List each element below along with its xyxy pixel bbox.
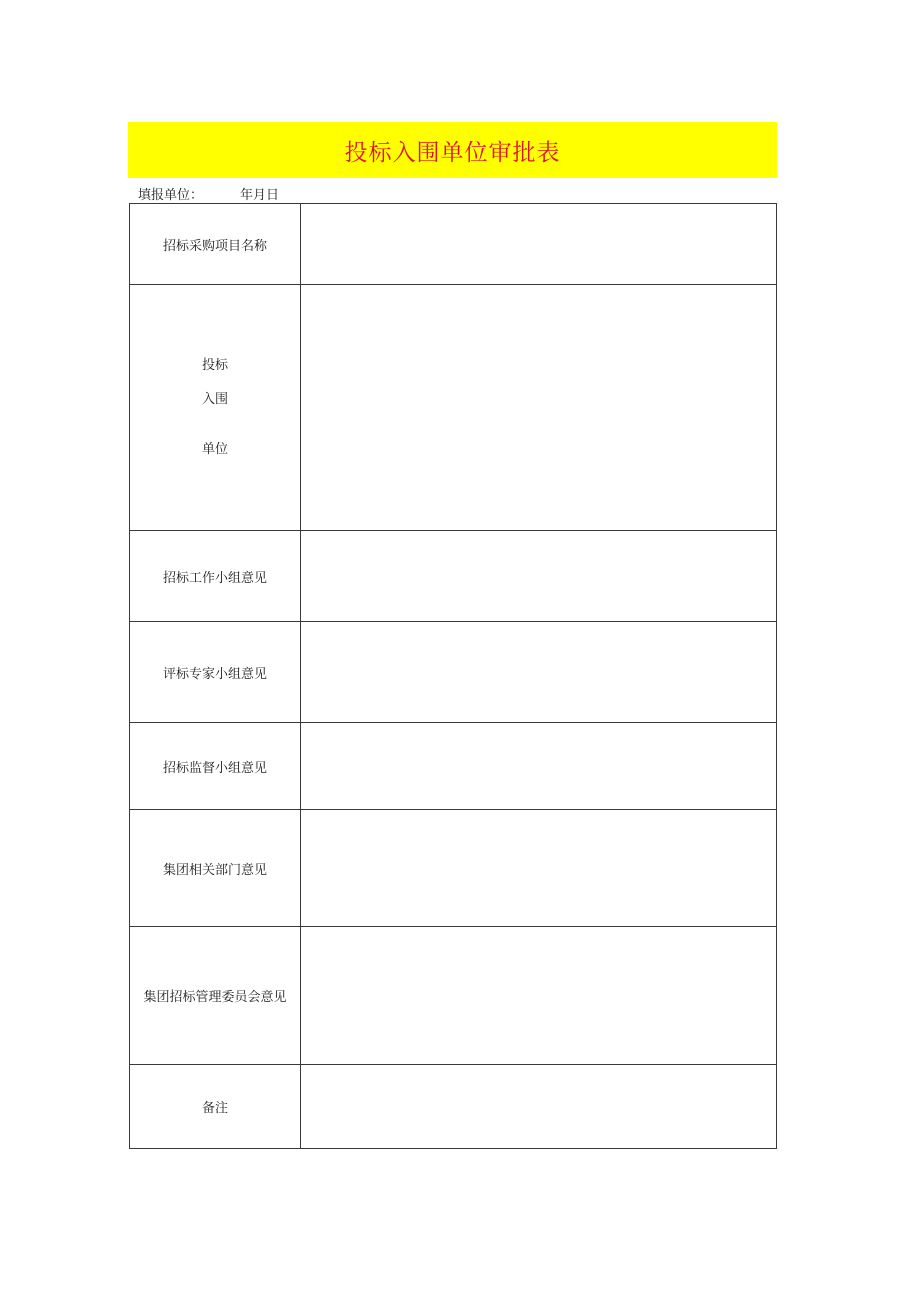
row-label: 集团招标管理委员会意见 [130,927,301,1065]
table-row [130,723,777,810]
row-label: 评标专家小组意见 [130,622,301,723]
table-row [130,1065,777,1149]
row-label: 集团相关部门意见 [130,810,301,927]
table-row [130,622,777,723]
form-subheader [138,183,279,203]
project-name-field[interactable] [301,204,777,285]
table-row [130,285,777,531]
table-row [130,204,777,285]
row-label: 招标监督小组意见 [130,723,301,810]
row-label [130,285,301,531]
remarks-field[interactable] [301,1065,777,1149]
label-line: 单位 [201,441,228,457]
fill-unit-label: 填报单位： [138,187,204,203]
row-label: 招标工作小组意见 [130,531,301,622]
expert-panel-opinion-field[interactable] [301,622,777,723]
title-bar [128,122,777,178]
department-opinion-field[interactable] [301,810,777,927]
date-label: 年月日 [240,187,280,203]
bidding-work-group-opinion-field[interactable] [301,531,777,622]
label-line: 投标 [201,357,228,373]
committee-opinion-field[interactable] [301,927,777,1065]
row-label: 备注 [130,1065,301,1149]
shortlisted-bidders-field[interactable] [301,285,777,531]
table-row [130,531,777,622]
document-title: 投标入围单位审批表 [344,139,561,166]
label-line: 入围 [201,391,228,407]
stacked-label [130,357,300,459]
table-row [130,810,777,927]
row-label: 招标采购项目名称 [130,204,301,285]
table-row [130,927,777,1065]
supervision-group-opinion-field[interactable] [301,723,777,810]
approval-form-table [129,203,777,1149]
